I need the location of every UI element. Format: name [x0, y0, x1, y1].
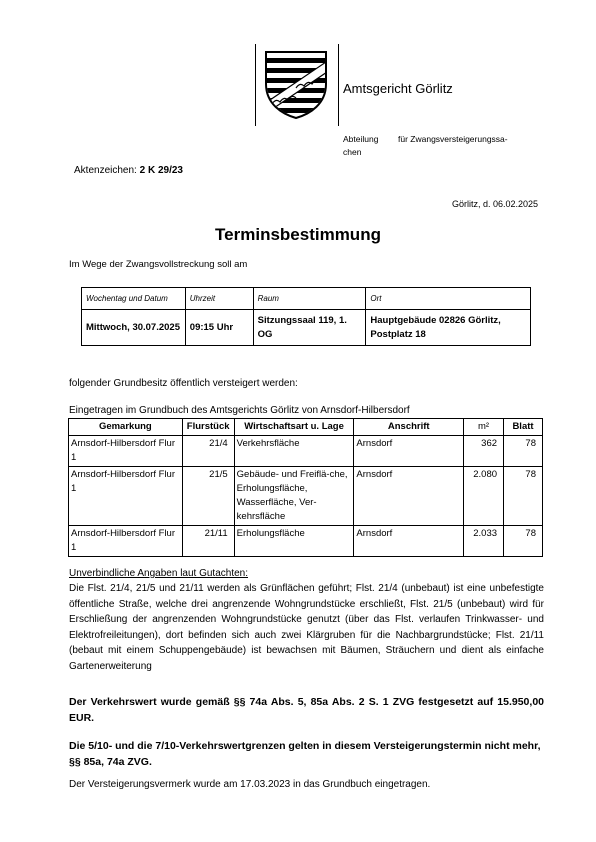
- document-date: Görlitz, d. 06.02.2025: [451, 199, 538, 209]
- cell-flurstueck: 21/4: [182, 436, 234, 467]
- department-label: Abteilung: [343, 134, 379, 144]
- col-area: m²: [464, 419, 504, 436]
- header-divider-left: [255, 44, 256, 126]
- appointment-table: [81, 287, 531, 346]
- intro-text: Im Wege der Zwangsvollstreckung soll am: [69, 259, 248, 270]
- col-flurstueck: Flurstück: [182, 419, 234, 436]
- property-table: [68, 418, 543, 557]
- cell-area: 362: [464, 436, 504, 467]
- cell-anschrift: Arnsdorf: [354, 526, 464, 557]
- appointment-header-row: [82, 288, 531, 310]
- non-binding-title: Unverbindliche Angaben laut Gutachten:: [69, 568, 249, 579]
- cell-wirtschaftsart: Erholungsfläche: [234, 526, 354, 557]
- table-row: [69, 436, 543, 467]
- col-gemarkung: Gemarkung: [69, 419, 183, 436]
- table-row: [69, 467, 543, 526]
- land-register-heading: Eingetragen im Grundbuch des Amtsgerichts Görlitz von Arnsdorf-Hilbersdorf: [69, 405, 410, 416]
- time-value: 09:15 Uhr: [185, 310, 253, 346]
- department-label-continuation: chen: [343, 147, 362, 157]
- case-number-value: 2 K 29/23: [139, 165, 183, 176]
- table-row: [69, 526, 543, 557]
- col-blatt: Blatt: [504, 419, 543, 436]
- department-value: für Zwangsversteigerungssa-: [398, 134, 508, 144]
- cell-area: 2.033: [464, 526, 504, 557]
- saxony-coat-of-arms-icon: [260, 48, 332, 120]
- cell-area: 2.080: [464, 467, 504, 526]
- appointment-value-row: [82, 310, 531, 346]
- cell-wirtschaftsart: Gebäude- und Freiflä-che, Erholungsfläche, Wasserfläche, Ver-kehrsfläche: [234, 467, 354, 526]
- cell-anschrift: Arnsdorf: [354, 467, 464, 526]
- header-room: Raum: [253, 288, 366, 310]
- cell-gemarkung: Arnsdorf-Hilbersdorf Flur 1: [69, 467, 183, 526]
- cell-anschrift: Arnsdorf: [354, 436, 464, 467]
- cell-gemarkung: Arnsdorf-Hilbersdorf Flur 1: [69, 526, 183, 557]
- cell-blatt: 78: [504, 467, 543, 526]
- header-time: Uhrzeit: [185, 288, 253, 310]
- non-binding-text: Die Flst. 21/4, 21/5 und 21/11 werden als Grünflächen geführt; Flst. 21/4 (unbebaut) ist eine unbefestigte öffentliche Straße, welche drei angrenzende Wohngrundstücke erschließt, Flst. 21/5 (unbebaut) wird für Erschließung der angrenzenden Wohngrundstücke genutzt (über das Flst. verlaufen Trinkwasser- und Elektrofreileitungen), dort befinden sich auch zwei Klärgruben für die Nachbargrundstücke; Flst. 21/11 (bebaut mit einem Schuppengebäude) ist bewachsen mit Bäumen, Sträuchern und dient als einfache Gartenerweiterung: [69, 583, 544, 672]
- col-anschrift: Anschrift: [354, 419, 464, 436]
- document-title: Terminsbestimmung: [215, 225, 381, 244]
- col-wirtschaftsart: Wirtschaftsart u. Lage: [234, 419, 354, 436]
- cell-flurstueck: 21/11: [182, 526, 234, 557]
- room-value: Sitzungssaal 119, 1. OG: [253, 310, 366, 346]
- header-location: Ort: [366, 288, 531, 310]
- property-header-row: [69, 419, 543, 436]
- header-divider-right: [338, 44, 339, 126]
- cell-wirtschaftsart: Verkehrsfläche: [234, 436, 354, 467]
- weekday-date-value: Mittwoch, 30.07.2025: [82, 310, 186, 346]
- auction-note: Der Versteigerungsvermerk wurde am 17.03.2023 in das Grundbuch eingetragen.: [69, 779, 431, 790]
- market-value-statement: Der Verkehrswert wurde gemäß §§ 74a Abs. 5, 85a Abs. 2 S. 1 ZVG festgesetzt auf 15.950,00 EUR.: [69, 696, 544, 724]
- cell-blatt: 78: [504, 436, 543, 467]
- case-number-label: Aktenzeichen:: [74, 165, 137, 176]
- value-limits-statement: Die 5/10- und die 7/10-Verkehrswertgrenzen gelten in diesem Versteigerungstermin nicht mehr, §§ 85a, 74a ZVG.: [69, 740, 541, 768]
- header-weekday-date: Wochentag und Datum: [82, 288, 186, 310]
- cell-gemarkung: Arnsdorf-Hilbersdorf Flur 1: [69, 436, 183, 467]
- court-name: Amtsgericht Görlitz: [343, 81, 453, 96]
- location-value: Hauptgebäude 02826 Görlitz, Postplatz 18: [366, 310, 531, 346]
- cell-blatt: 78: [504, 526, 543, 557]
- case-number: [74, 165, 183, 176]
- property-intro: folgender Grundbesitz öffentlich versteigert werden:: [69, 378, 298, 389]
- cell-flurstueck: 21/5: [182, 467, 234, 526]
